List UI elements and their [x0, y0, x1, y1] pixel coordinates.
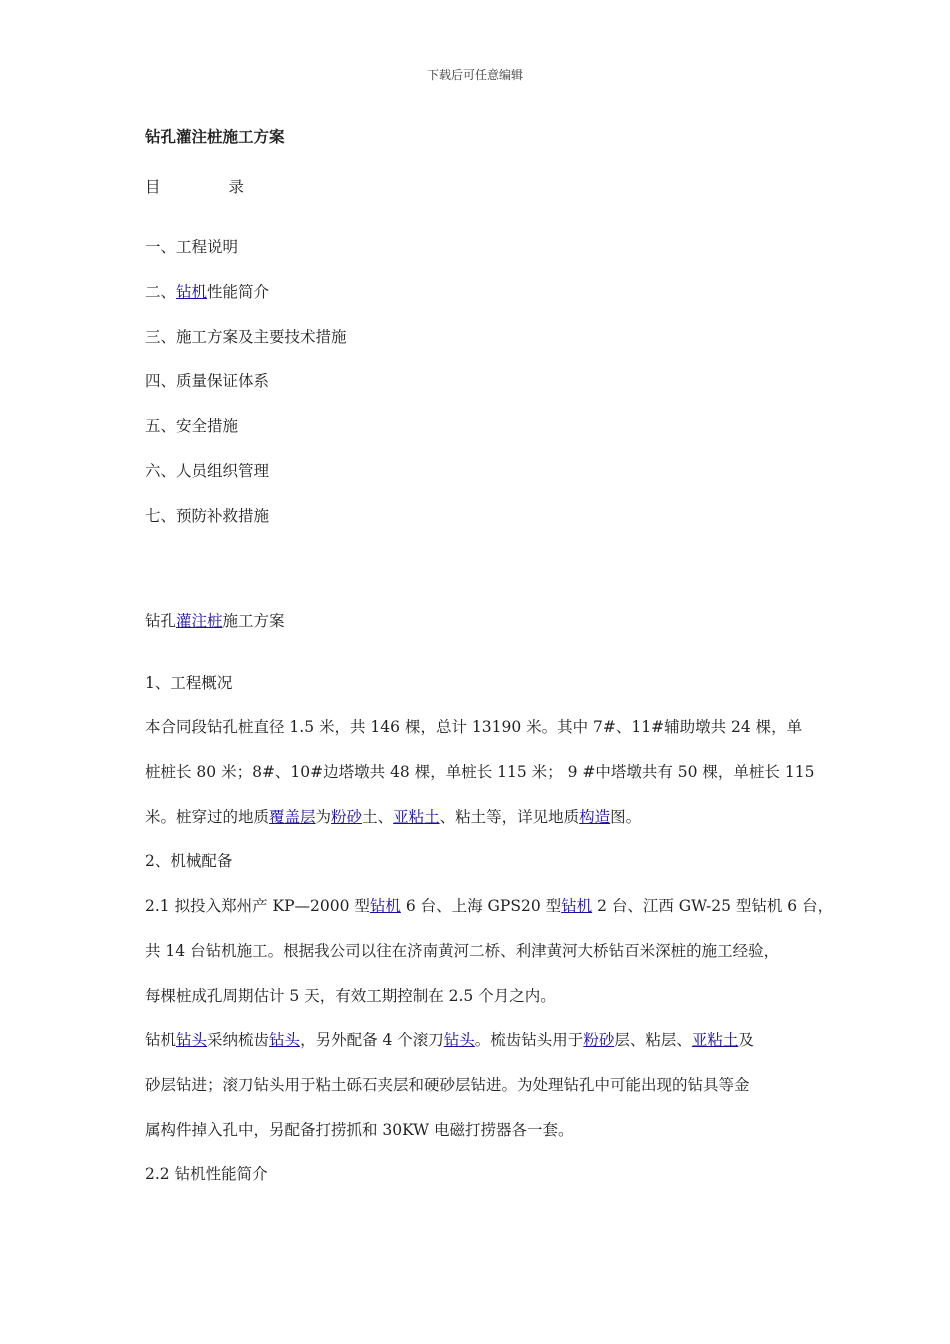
s1-paragraph-line-1: 本合同段钻孔桩直径 1.5 米，共 146 棵，总计 13190 米。其中 7#、11#辅助墩共 24 棵，单 — [145, 718, 803, 736]
toc-item-1: 一、工程说明 — [145, 238, 239, 256]
link-drill-bit-3[interactable]: 钻头 — [443, 1031, 475, 1049]
toc-item-2: 二、钻机性能简介 — [145, 283, 270, 301]
section-1-heading: 1、工程概况 — [145, 674, 233, 692]
link-bored-pile[interactable]: 灌注桩 — [176, 612, 223, 630]
toc-label-right: 录 — [228, 178, 245, 196]
link-overburden[interactable]: 覆盖层 — [269, 808, 316, 826]
link-structure[interactable]: 构造 — [579, 808, 611, 826]
section-2-heading: 2、机械配备 — [145, 852, 233, 870]
s1-paragraph-line-2: 桩桩长 80 米；8#、10#边塔墩共 48 棵，单桩长 115 米； 9 #中塔墩共有 50 棵，单桩长 115 — [145, 763, 815, 781]
toc-label — [145, 176, 244, 198]
section-2-2-heading: 2.2 钻机性能简介 — [145, 1165, 268, 1183]
s1-paragraph-line-3: 米。桩穿过的地质覆盖层为粉砂土、亚粘土、粘土等，详见地质构造图。 — [145, 808, 642, 826]
link-sub-clay[interactable]: 亚粘土 — [393, 808, 440, 826]
link-drill-rig[interactable]: 钻机 — [176, 283, 208, 301]
toc-item-7: 七、预防补救措施 — [145, 507, 270, 525]
s21-line-2: 共 14 台钻机施工。根据我公司以往在济南黄河二桥、利津黄河大桥钻百米深桩的施工经验， — [145, 942, 780, 960]
document-title: 钻孔灌注桩施工方案 — [145, 127, 285, 146]
toc-item-3: 三、施工方案及主要技术措施 — [145, 328, 347, 346]
s21-p2-line-3: 属构件掉入孔中，另配备打捞抓和 30KW 电磁打捞器各一套。 — [145, 1121, 574, 1139]
link-silty-sand-2[interactable]: 粉砂 — [583, 1031, 615, 1049]
section-title: 钻孔灌注桩施工方案 — [145, 612, 285, 630]
link-drill-bit-2[interactable]: 钻头 — [269, 1031, 301, 1049]
link-drill-rig-2[interactable]: 钻机 — [369, 897, 401, 915]
toc-item-5: 五、安全措施 — [145, 417, 239, 435]
toc-item-6: 六、人员组织管理 — [145, 462, 270, 480]
link-silty-sand[interactable]: 粉砂 — [331, 808, 363, 826]
header-note: 下载后可任意编辑 — [426, 68, 523, 82]
toc-item-4: 四、质量保证体系 — [145, 372, 270, 390]
link-drill-rig-3[interactable]: 钻机 — [561, 897, 593, 915]
s21-p2-line-1: 钻机钻头采纳梳齿钻头，另外配备 4 个滚刀钻头。梳齿钻头用于粉砂层、粘层、亚粘土及 — [145, 1031, 754, 1049]
s21-line-1: 2.1 拟投入郑州产 KP—2000 型钻机 6 台、上海 GPS20 型钻机 2 台、江西 GW-25 型钻机 6 台， — [145, 897, 834, 915]
link-sub-clay-2[interactable]: 亚粘土 — [691, 1031, 739, 1049]
s21-line-3: 每棵桩成孔周期估计 5 天，有效工期控制在 2.5 个月之内。 — [145, 987, 556, 1005]
toc-label-left: 目 — [145, 178, 161, 196]
s21-p2-line-2: 砂层钻进；滚刀钻头用于粘土砾石夹层和硬砂层钻进。为处理钻孔中可能出现的钻具等金 — [145, 1076, 750, 1094]
link-drill-bit-1[interactable]: 钻头 — [176, 1031, 208, 1049]
